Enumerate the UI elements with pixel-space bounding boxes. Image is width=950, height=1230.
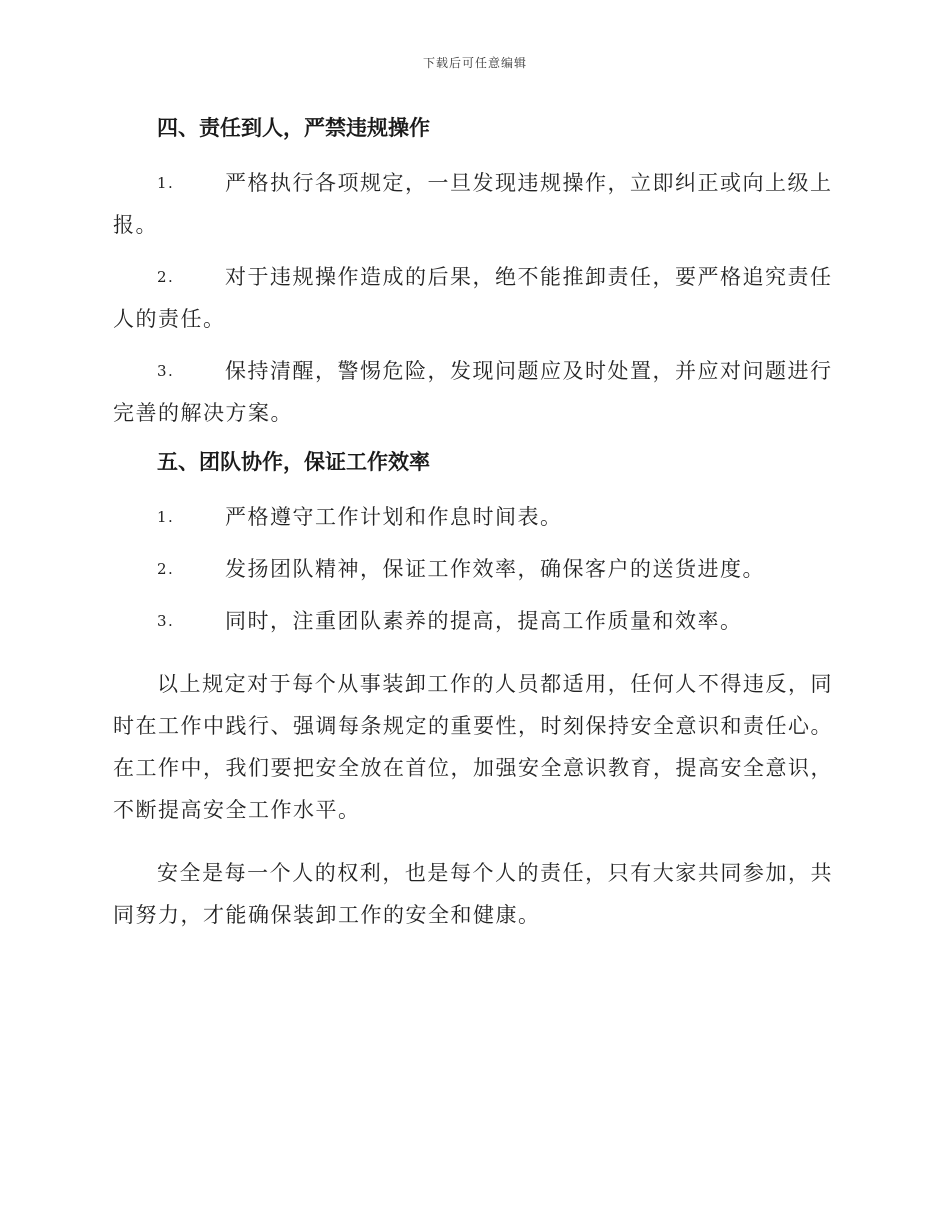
item-text: 严格遵守工作计划和作息时间表。 [225,505,563,529]
list-item [113,256,833,340]
list-item [113,496,833,538]
item-number: 1. [157,508,175,526]
page-header: 下载后可任意编辑 [422,56,527,70]
section-5 [113,444,833,642]
section-4 [113,110,833,434]
section-title: 五、团队协作，保证工作效率 [157,449,430,474]
item-number: 3. [157,362,175,380]
list-item [113,600,833,642]
item-text: 对于违规操作造成的后果，绝不能推卸责任，要严格追究责任人的责任。 [113,265,833,331]
item-text: 同时，注重团队素养的提高，提高工作质量和效率。 [225,609,743,633]
item-number: 2. [157,560,175,578]
item-text: 发扬团队精神，保证工作效率，确保客户的送货进度。 [225,557,765,581]
section-title: 四、责任到人，严禁违规操作 [157,115,430,140]
document-body [113,110,833,946]
list-item [113,350,833,434]
item-number: 1. [157,174,175,192]
list-item [113,548,833,590]
item-text: 严格执行各项规定，一旦发现违规操作，立即纠正或向上级上报。 [113,171,833,237]
item-text: 保持清醒，警惕危险，发现问题应及时处置，并应对问题进行完善的解决方案。 [113,359,833,425]
list-item [113,162,833,246]
item-number: 3. [157,612,175,630]
body-paragraph: 安全是每一个人的权利，也是每个人的责任，只有大家共同参加，共同努力，才能确保装卸工作的安全和健康。 [113,861,833,927]
item-number: 2. [157,268,175,286]
body-paragraph: 以上规定对于每个从事装卸工作的人员都适用，任何人不得违反，同时在工作中践行、强调每条规定的重要性，时刻保持安全意识和责任心。在工作中，我们要把安全放在首位，加强安全意识教育，提高安全意识，不断提高安全工作水平。 [113,672,833,822]
